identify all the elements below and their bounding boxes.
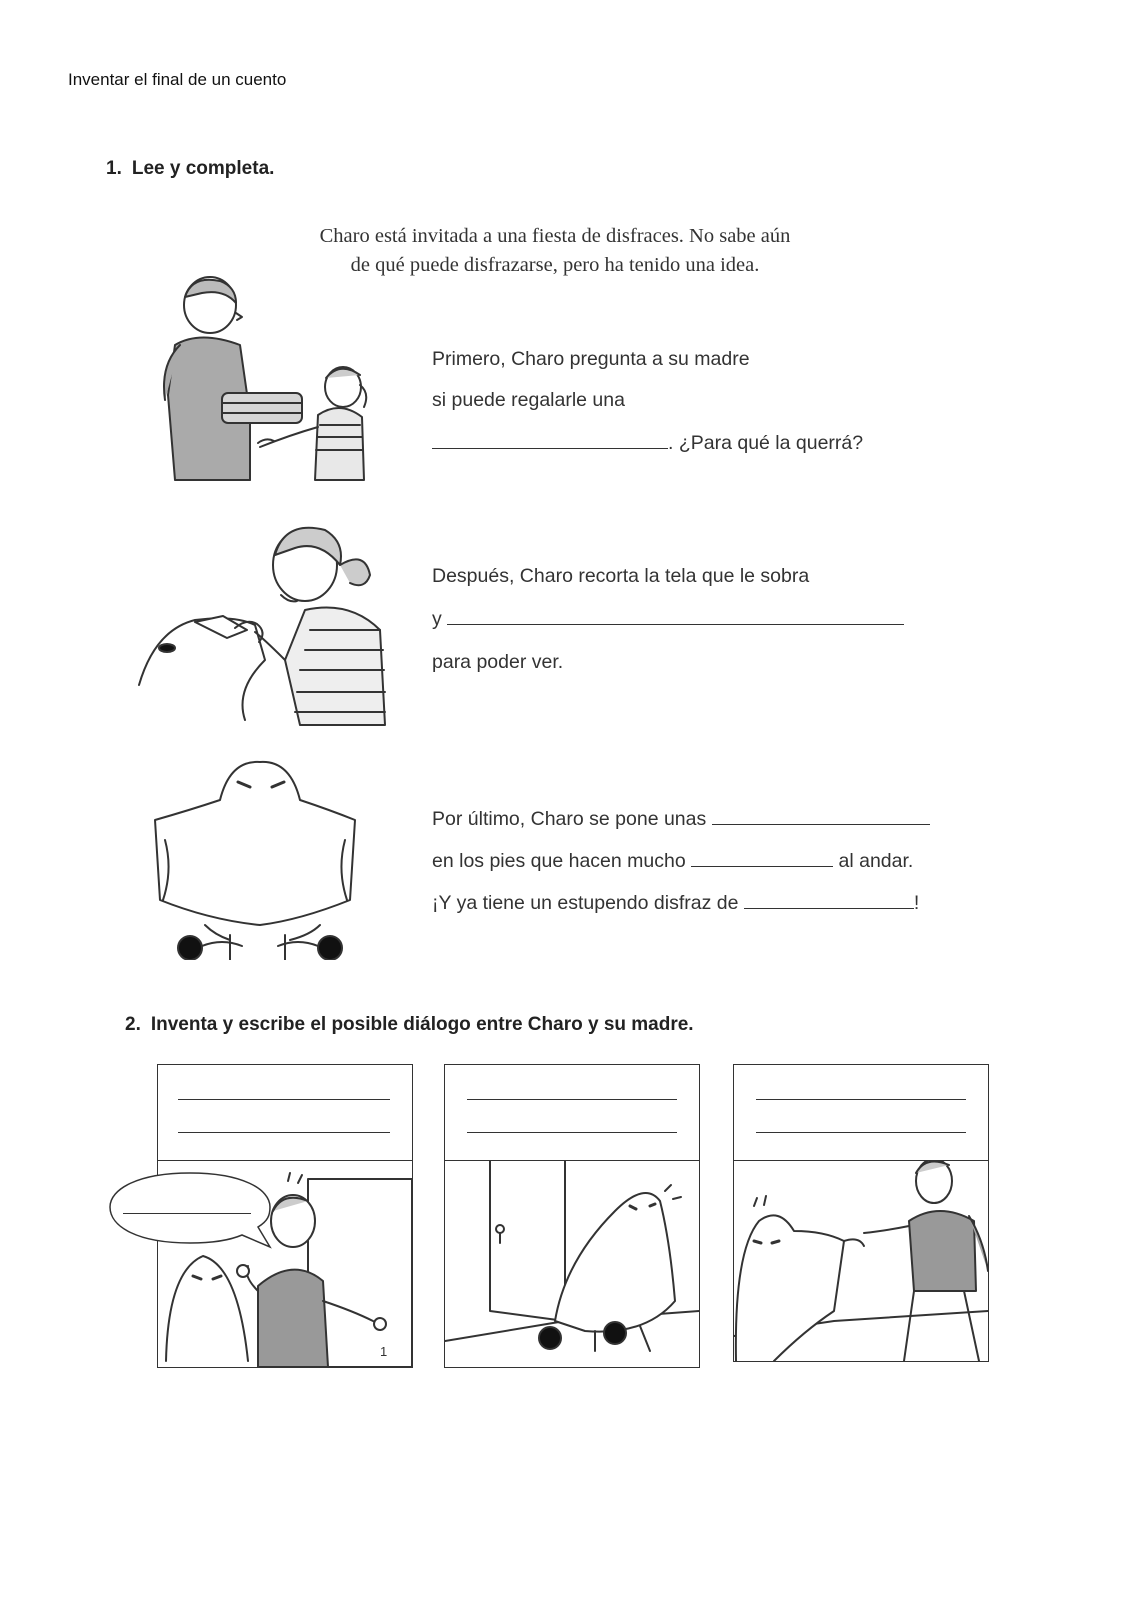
exercise-2-title: Inventa y escribe el posible diálogo entre Charo y su madre. <box>150 1014 694 1035</box>
page-title: Inventar el final de un cuento <box>68 70 287 89</box>
cutting-fabric-illustration <box>135 520 390 730</box>
step2-line3: para poder ver. <box>432 651 564 673</box>
blank-fabric[interactable] <box>432 447 668 449</box>
exercise-1-number: 1. <box>106 158 122 179</box>
blank-eyes[interactable] <box>447 623 904 625</box>
panel-1-write-line-1[interactable] <box>178 1099 390 1100</box>
panel-2-scene <box>445 1161 699 1367</box>
speech-bubble-write-line[interactable] <box>123 1213 251 1214</box>
step1-line3 <box>432 432 863 455</box>
panel-3-writing-area <box>734 1065 988 1161</box>
step3-line2-end: al andar. <box>838 850 914 872</box>
step3-line2-text: en los pies que hacen mucho <box>432 850 686 872</box>
blank-noise[interactable] <box>691 865 833 867</box>
exercise-2-heading <box>125 1014 694 1036</box>
step3-line3 <box>432 892 919 915</box>
step3-line1 <box>432 808 930 831</box>
ghost-costume-illustration <box>150 760 365 960</box>
comic-panel-3 <box>733 1064 989 1362</box>
step1-line2: si puede regalarle una <box>432 389 625 411</box>
step2-line2 <box>432 608 904 631</box>
step1-question: . ¿Para qué la querrá? <box>668 432 864 454</box>
blank-shoes[interactable] <box>712 823 930 825</box>
panel-3-write-line-2[interactable] <box>756 1132 966 1133</box>
panel-1-writing-area <box>158 1065 412 1161</box>
panel-2-write-line-2[interactable] <box>467 1132 677 1133</box>
step2-line1: Después, Charo recorta la tela que le sobra <box>432 565 810 587</box>
exercise-1-heading <box>106 158 274 180</box>
step2-y: y <box>432 608 442 630</box>
panel-3-scene <box>734 1161 988 1361</box>
step3-line1-text: Por último, Charo se pone unas <box>432 808 707 830</box>
panel-2-writing-area <box>445 1065 699 1161</box>
panel-2-write-line-1[interactable] <box>467 1099 677 1100</box>
panel-3-write-line-1[interactable] <box>756 1099 966 1100</box>
step3-line2 <box>432 850 913 873</box>
exercise-2-number: 2. <box>125 1014 141 1035</box>
panel-1-write-line-2[interactable] <box>178 1132 390 1133</box>
step1-line1: Primero, Charo pregunta a su madre <box>432 348 750 370</box>
story-intro <box>255 222 855 280</box>
exercise-1-title: Lee y completa. <box>131 158 275 179</box>
speech-bubble <box>108 1171 272 1249</box>
intro-line-1: Charo está invitada a una fiesta de disfraces. No sabe aún <box>319 225 791 247</box>
step3-line3-end: ! <box>913 892 920 914</box>
step3-line3-text: ¡Y ya tiene un estupendo disfraz de <box>432 892 739 914</box>
blank-costume[interactable] <box>744 907 914 909</box>
intro-line-2: de qué puede disfrazarse, pero ha tenido una idea. <box>350 254 760 276</box>
svg-text:1: 1 <box>380 1344 388 1359</box>
comic-panel-2 <box>444 1064 700 1368</box>
mother-and-girl-illustration <box>140 275 370 490</box>
